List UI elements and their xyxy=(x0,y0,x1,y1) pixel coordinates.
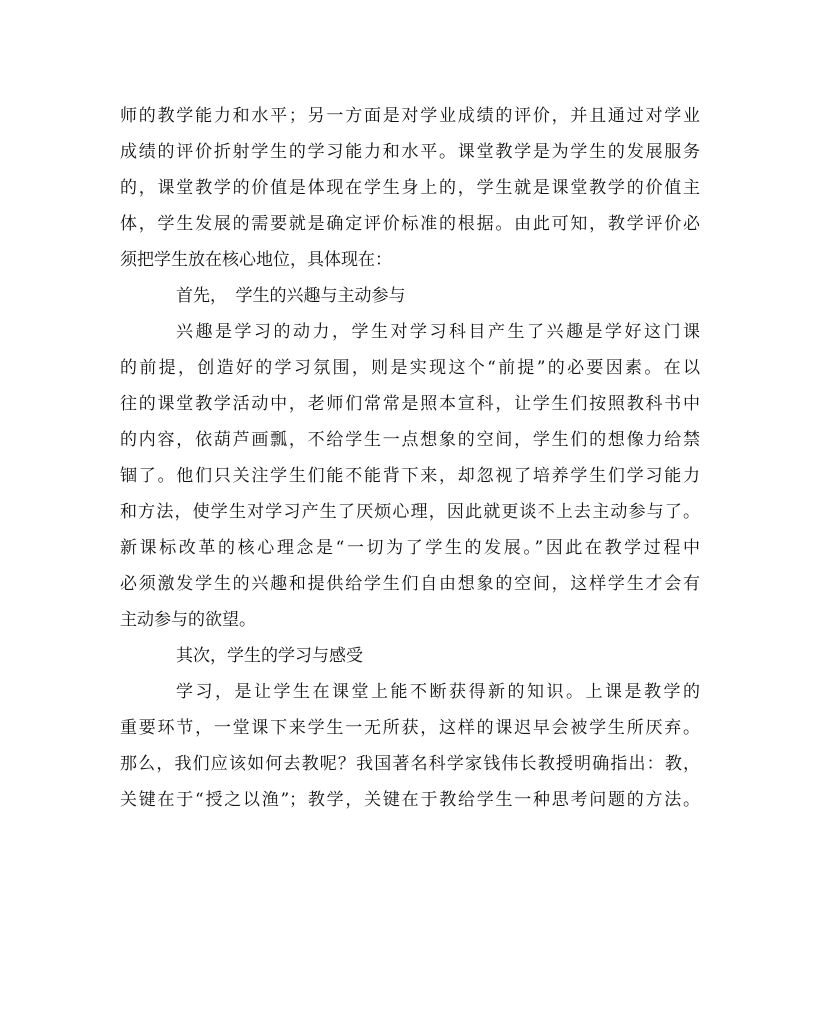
text-line: 往的课堂教学活动中，老师们常常是照本宣科，让学生们按照教科书中 xyxy=(120,394,700,414)
text-line: 必须激发学生的兴趣和提供给学生们自由想象的空间，这样学生才会有 xyxy=(120,574,700,594)
text-line: 师的教学能力和水平；另一方面是对学业成绩的评价，并且通过对学业 xyxy=(120,106,700,126)
text-line: 新课标改革的核心理念是“一切为了学生的发展。”因此在教学过程中 xyxy=(120,538,700,558)
section-heading: 首先， 学生的兴趣与主动参与 xyxy=(176,286,406,306)
text-line: 学习，是让学生在课堂上能不断获得新的知识。上课是教学的 xyxy=(176,682,700,702)
text-line: 成绩的评价折射学生的学习能力和水平。课堂教学是为学生的发展服务 xyxy=(120,142,700,162)
section-heading: 其次，学生的学习与感受 xyxy=(176,646,363,666)
text-line: 关键在于“授之以渔”；教学，关键在于教给学生一种思考问题的方法。 xyxy=(120,790,700,810)
text-line: 兴趣是学习的动力，学生对学习科目产生了兴趣是学好这门课 xyxy=(176,322,700,342)
text-line: 的前提，创造好的学习氛围，则是实现这个“前提”的必要因素。在以 xyxy=(120,358,700,378)
text-line: 重要环节，一堂课下来学生一无所获，这样的课迟早会被学生所厌弃。 xyxy=(120,718,700,738)
text-line: 锢了。他们只关注学生们能不能背下来，却忽视了培养学生们学习能力 xyxy=(120,466,700,486)
text-line: 体，学生发展的需要就是确定评价标准的根据。由此可知，教学评价必 xyxy=(120,214,700,234)
text-line: 须把学生放在核心地位，具体现在： xyxy=(120,250,392,270)
text-line: 主动参与的欲望。 xyxy=(120,610,256,630)
text-line: 那么，我们应该如何去教呢？我国著名科学家钱伟长教授明确指出：教， xyxy=(120,754,700,774)
text-line: 的内容，依葫芦画瓢，不给学生一点想象的空间，学生们的想像力给禁 xyxy=(120,430,700,450)
text-line: 和方法，使学生对学习产生了厌烦心理，因此就更谈不上去主动参与了。 xyxy=(120,502,700,522)
text-line: 的，课堂教学的价值是体现在学生身上的，学生就是课堂教学的价值主 xyxy=(120,178,700,198)
